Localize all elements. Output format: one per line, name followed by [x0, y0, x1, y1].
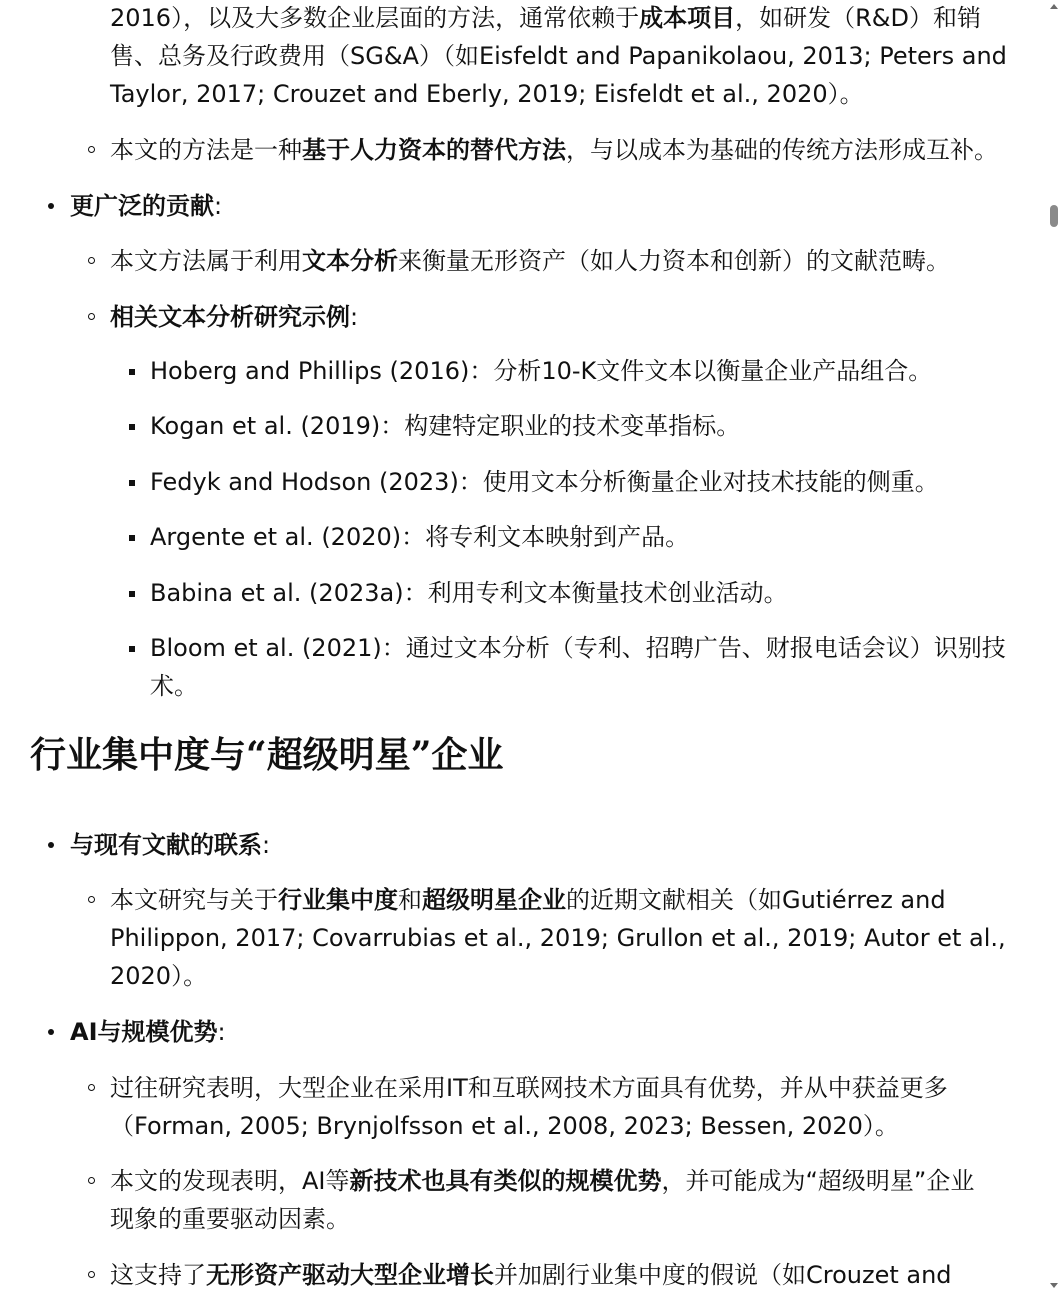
list-item-examples-label: 相关文本分析研究示例: [110, 303, 359, 331]
section-heading: 行业集中度与“超级明星”企业 [30, 734, 504, 776]
paragraph-cost-methods: 2016），以及大多数企业层面的方法，通常依赖于成本项目，如研发（R&D）和销 [110, 4, 981, 32]
list-item-hypothesis: 这支持了无形资产驱动大型企业增长并加剧行业集中度的假说（如Crouzet and [110, 1261, 952, 1289]
scroll-down-arrow-icon[interactable] [1050, 1283, 1058, 1288]
vertical-scrollbar[interactable] [1046, 0, 1062, 1292]
bullet-square [129, 591, 135, 597]
bullet-circle [88, 1271, 95, 1278]
list-item-findings: 本文的发现表明，AI等新技术也具有类似的规模优势，并可能成为“超级明星”企业 [110, 1167, 975, 1195]
list-item-ai-scale: AI与规模优势: [70, 1018, 226, 1046]
example-item: Argente et al. (2020)：将专利文本映射到产品。 [150, 523, 690, 551]
list-item-literature-link: 与现有文献的联系: [70, 831, 271, 859]
bullet-square [129, 535, 135, 541]
bullet-circle [88, 257, 95, 264]
list-item-concentration-line2: Philippon, 2017; Covarrubias et al., 2019; Grullon et al., 2019; Autor et al., [110, 924, 1006, 952]
bullet-disc [48, 842, 54, 848]
example-item: Fedyk and Hodson (2023)：使用文本分析衡量企业对技术技能的侧重。 [150, 468, 939, 496]
paragraph-cost-methods-line2: 售、总务及行政费用（SG&A）（如Eisfeldt and Papanikolaou, 2013; Peters and [110, 42, 1007, 70]
bullet-disc [48, 1029, 54, 1035]
bullet-square [129, 646, 135, 652]
bullet-circle [88, 146, 95, 153]
bullet-circle [88, 1084, 95, 1091]
example-item: Hoberg and Phillips (2016)：分析10-K文件文本以衡量企业产品组合。 [150, 357, 933, 385]
example-item-bloom-line2: 术。 [150, 672, 198, 700]
paragraph-cost-methods-line3: Taylor, 2017; Crouzet and Eberly, 2019; Eisfeldt et al., 2020）。 [110, 80, 864, 108]
bullet-square [129, 424, 135, 430]
list-item-findings-line2: 现象的重要驱动因素。 [110, 1205, 350, 1233]
scrollbar-thumb[interactable] [1050, 205, 1058, 227]
bullet-circle [88, 1177, 95, 1184]
list-item-concentration-line3: 2020）。 [110, 962, 208, 990]
scroll-up-arrow-icon[interactable] [1050, 4, 1058, 9]
example-item: Kogan et al. (2019)：构建特定职业的技术变革指标。 [150, 412, 741, 440]
bullet-square [129, 480, 135, 486]
list-item-concentration: 本文研究与关于行业集中度和超级明星企业的近期文献相关（如Gutiérrez and [110, 886, 946, 914]
list-item-alternative-method: 本文的方法是一种基于人力资本的替代方法，与以成本为基础的传统方法形成互补。 [110, 136, 998, 164]
example-item-bloom: Bloom et al. (2021)：通过文本分析（专利、招聘广告、财报电话会议）识别技 [150, 634, 1006, 662]
list-item-broader-contribution: 更广泛的贡献: [70, 192, 223, 220]
bullet-circle [88, 313, 95, 320]
bullet-square [129, 369, 135, 375]
bullet-disc [48, 203, 54, 209]
list-item-past-research-line2: （Forman, 2005; Brynjolfsson et al., 2008, 2023; Bessen, 2020）。 [110, 1112, 899, 1140]
example-item: Babina et al. (2023a)：利用专利文本衡量技术创业活动。 [150, 579, 788, 607]
bullet-circle [88, 896, 95, 903]
list-item-past-research: 过往研究表明，大型企业在采用IT和互联网技术方面具有优势，并从中获益更多 [110, 1074, 948, 1102]
list-item-text-analysis: 本文方法属于利用文本分析来衡量无形资产（如人力资本和创新）的文献范畴。 [110, 247, 950, 275]
